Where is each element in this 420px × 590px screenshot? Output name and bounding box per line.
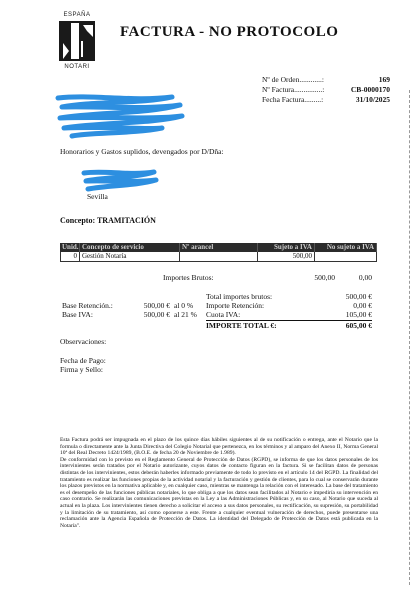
concepto-label: Concepto: TRAMITACIÓN bbox=[60, 216, 156, 225]
invoice-info bbox=[262, 75, 390, 105]
observaciones-label: Observaciones: bbox=[60, 337, 107, 346]
cell-concepto: Gestión Notaría bbox=[80, 252, 180, 261]
honorarios-text: Honorarios y Gastos suplidos, devengados por D/Dña: bbox=[60, 147, 224, 156]
logo-top-text: ESPAÑA bbox=[63, 12, 91, 18]
fecha-row bbox=[262, 95, 390, 105]
base-retencion-label: Base Retención.: bbox=[62, 301, 113, 310]
fecha-pago-label: Fecha de Pago: bbox=[60, 356, 106, 365]
base-iva-pct: al 21 % bbox=[174, 310, 197, 319]
importes-brutos-label: Importes Brutos: bbox=[163, 273, 214, 282]
redaction-scribble-notary bbox=[52, 92, 187, 140]
retencion-value: 0,00 € bbox=[353, 301, 372, 310]
col-sujeto: Sujeto a IVA bbox=[258, 243, 315, 252]
base-retencion-row bbox=[62, 301, 202, 310]
page-edge-line bbox=[409, 90, 410, 585]
col-no-sujeto: No sujeto a IVA bbox=[315, 243, 377, 252]
cell-sujeto: 500,00 bbox=[258, 252, 315, 261]
importe-total-value: 605,00 € bbox=[345, 321, 372, 330]
importes-brutos-no-sujeto: 0,00 bbox=[358, 273, 372, 282]
orden-label: Nº de Orden............: bbox=[262, 75, 324, 84]
total-brutos-value: 500,00 € bbox=[345, 292, 372, 301]
importes-brutos-sujeto: 500,00 bbox=[314, 273, 335, 282]
cell-no-sujeto bbox=[315, 252, 377, 261]
col-concepto: Concepto de servicio bbox=[80, 243, 180, 252]
base-iva-value: 500,00 € bbox=[143, 310, 170, 319]
cell-unid: 0 bbox=[60, 252, 80, 261]
importe-total-label: IMPORTE TOTAL €: bbox=[206, 321, 277, 330]
col-arancel: Nº arancel bbox=[180, 243, 258, 252]
cuota-iva-label: Cuota IVA: bbox=[206, 310, 241, 319]
bases-block bbox=[62, 301, 202, 319]
document-title: FACTURA - NO PROTOCOLO bbox=[120, 24, 339, 40]
fecha-value: 31/10/2025 bbox=[355, 95, 390, 104]
base-iva-label: Base IVA: bbox=[62, 310, 93, 319]
cuota-iva-row bbox=[206, 310, 372, 319]
factura-value: CB-0000170 bbox=[350, 85, 390, 94]
base-iva-row bbox=[62, 310, 202, 319]
legal-paragraph-impugnacion: Esta Factura podrá ser impugnada en el plazo de los quince días hábiles siguientes al de su notificación o entrega, ante el Notario que la formula o directamente ante la Junta Directiva del Colegio Notarial que pertenezca, en los términos y al amparo del Anexo II, Norma General 10ª del Real Decreto 1424/1989, (B.O.E. de fecha 20 de Noviembre de 1.989). bbox=[60, 437, 378, 457]
firma-label: Firma y Sello: bbox=[60, 365, 103, 374]
table-row bbox=[60, 252, 377, 262]
cell-arancel bbox=[180, 252, 258, 261]
retencion-row bbox=[206, 301, 372, 310]
cuota-iva-value: 105,00 € bbox=[345, 310, 372, 319]
orden-value: 169 bbox=[378, 75, 390, 84]
notary-emblem-icon bbox=[57, 19, 97, 63]
base-retencion-pct: al 0 % bbox=[174, 301, 194, 310]
importe-total-row bbox=[206, 320, 372, 330]
client-city: Sevilla bbox=[87, 192, 108, 201]
services-table bbox=[60, 243, 377, 262]
totals-block bbox=[206, 292, 372, 330]
orden-row bbox=[262, 75, 390, 85]
total-brutos-label: Total importes brutos: bbox=[206, 292, 273, 301]
retencion-label: Importe Retención: bbox=[206, 301, 265, 310]
table-header bbox=[60, 243, 377, 252]
total-brutos-row bbox=[206, 292, 372, 301]
notary-logo bbox=[57, 12, 97, 70]
legal-notice bbox=[60, 437, 378, 529]
col-unid: Unid. bbox=[62, 243, 79, 251]
logo-bottom-text: NOTARI bbox=[64, 64, 90, 70]
factura-row bbox=[262, 85, 390, 95]
factura-label: Nº Factura...............: bbox=[262, 85, 325, 94]
legal-paragraph-rgpd: De conformidad con lo previsto en el Reglamento General de Protección de Datos (RGPD), se informa de que los datos personales de los intervinientes serán tratados por el Notario autorizante, cuyos datos de contacto figuran en la factura. Si se facilitan datos de personas distintas de los intervinientes, estos deberán haberles informado previamente de todo lo previsto en el artículo 14 del RGPD. La finalidad del tratamiento es realizar las funciones propias de la actividad notarial y la facturación y gestión de clientes, para lo cual se conservarán durante los plazos previstos en la normativa aplicable y, en cualquier caso, mientras se mantenga la relación con el interesado. La base del tratamiento es el desempeño de las funciones públicas notariales, lo que obliga a que los datos sean facilitados al Notario e impediría su intervención en caso contrario. Se realizarán las comunicaciones previstas en la Ley a las Administraciones Públicas y, en su caso, al Notario que suceda al actual en la plaza. Los intervinientes tienen derecho a solicitar el acceso a sus datos personales, su rectificación, su supresión, su portabilidad y la limitación de su tratamiento, así como oponerse a este. Frente a cualquier eventual vulneración de derechos, puede presentarse una reclamación ante la Agencia Española de Protección de Datos. La identidad del Delegado de Protección de Datos está publicada en la Notaría". bbox=[60, 456, 378, 529]
base-retencion-value: 500,00 € bbox=[143, 301, 170, 310]
fecha-label: Fecha Factura.........: bbox=[262, 95, 324, 104]
